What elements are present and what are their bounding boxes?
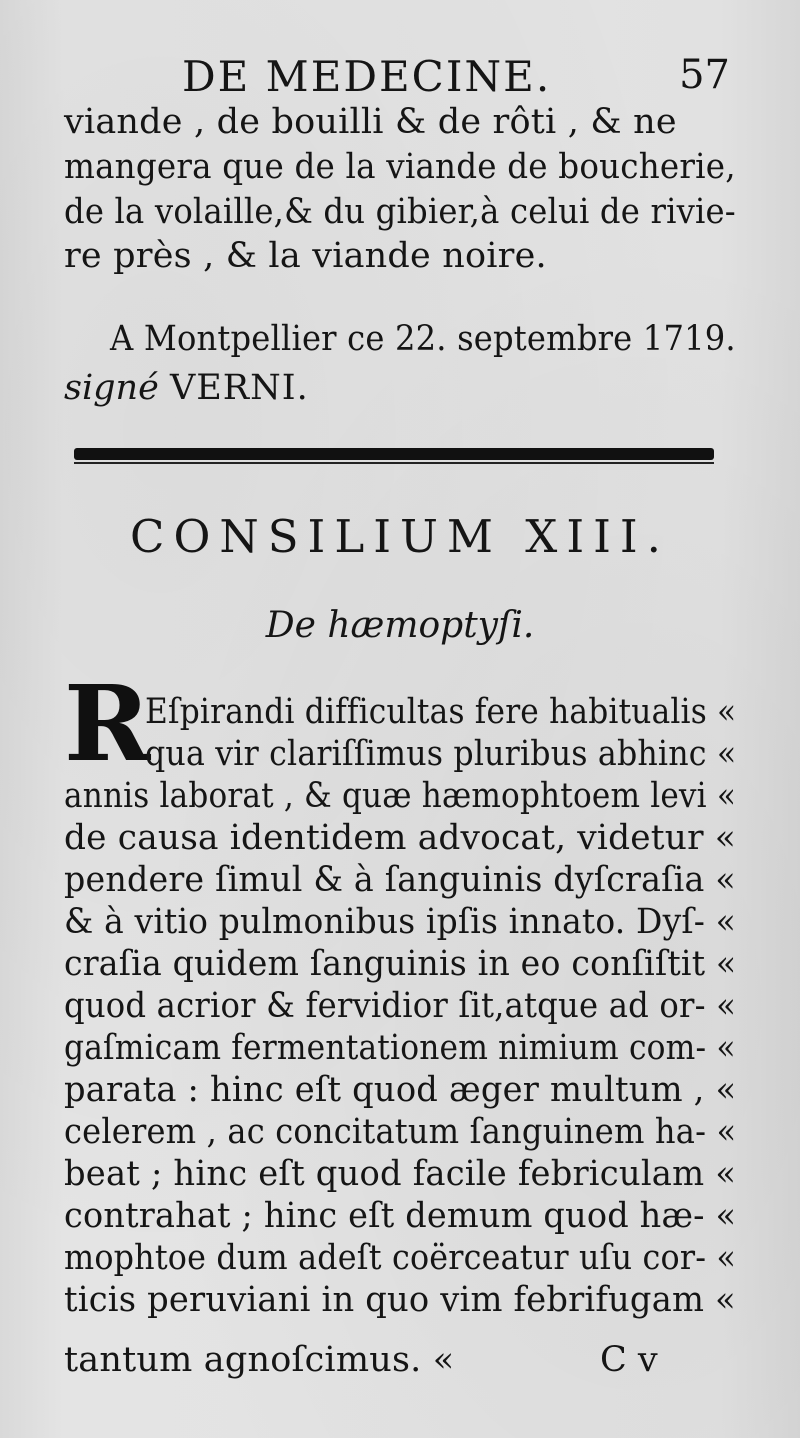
section-divider-thin-rule [74, 462, 714, 464]
consilium-subtitle: De hæmoptyſi. [265, 605, 535, 646]
body-line: qua vir clariſſimus pluribus abhinc « [145, 734, 737, 774]
body-line: quod acrior & fervidior ſit,atque ad or- « [64, 986, 737, 1026]
text-line: re près , & la viande noire. [64, 236, 547, 276]
page-header [0, 52, 800, 102]
signature-line [64, 368, 309, 408]
text-line: mangera que de la viande de boucherie, [64, 147, 736, 187]
body-line: tantum agnoſcimus. « [64, 1340, 455, 1380]
signatory-name: VERNI. [169, 368, 309, 408]
section-divider-rule [74, 448, 714, 460]
running-head: DE MEDECINE. [182, 52, 552, 101]
drop-cap: R [64, 662, 151, 785]
body-line: celerem , ac concitatum ſanguinem ha- « [64, 1112, 737, 1152]
date-line: A Montpellier ce 22. septembre 1719. [110, 319, 736, 359]
body-line: craſia quidem ſanguinis in eo conſiſtit « [64, 944, 737, 984]
body-line: mophtoe dum adeſt coërceatur uſu cor- « [64, 1238, 737, 1278]
signe-label: signé [64, 368, 159, 408]
body-line: parata : hinc eſt quod æger multum , « [64, 1070, 737, 1110]
body-line: Eſpirandi difficultas fere habitualis « [145, 692, 737, 732]
body-line: ticis peruviani in quo vim febrifugam « [64, 1280, 736, 1320]
body-line: beat ; hinc eſt quod facile febriculam « [64, 1154, 737, 1194]
body-line: pendere ſimul & à ſanguinis dyſcraſia « [64, 860, 736, 900]
text-line: de la volaille,& du gibier,à celui de rivie- [64, 192, 736, 232]
body-line: gaſmicam fermentationem nimium com- « [64, 1028, 736, 1068]
body-line: & à vitio pulmonibus ipſis innato. Dyſ- « [64, 902, 736, 942]
text-line: viande , de bouilli & de rôti , & ne [64, 102, 677, 142]
body-line: contrahat ; hinc eſt demum quod hæ- « [64, 1196, 737, 1236]
body-line: annis laborat , & quæ hæmophtoem levi « [64, 776, 737, 816]
catchword: C v [600, 1340, 658, 1380]
body-line: de causa identidem advocat, videtur « [64, 818, 737, 858]
consilium-title: CONSILIUM XIII. [130, 510, 670, 563]
page-number: 57 [679, 52, 730, 98]
